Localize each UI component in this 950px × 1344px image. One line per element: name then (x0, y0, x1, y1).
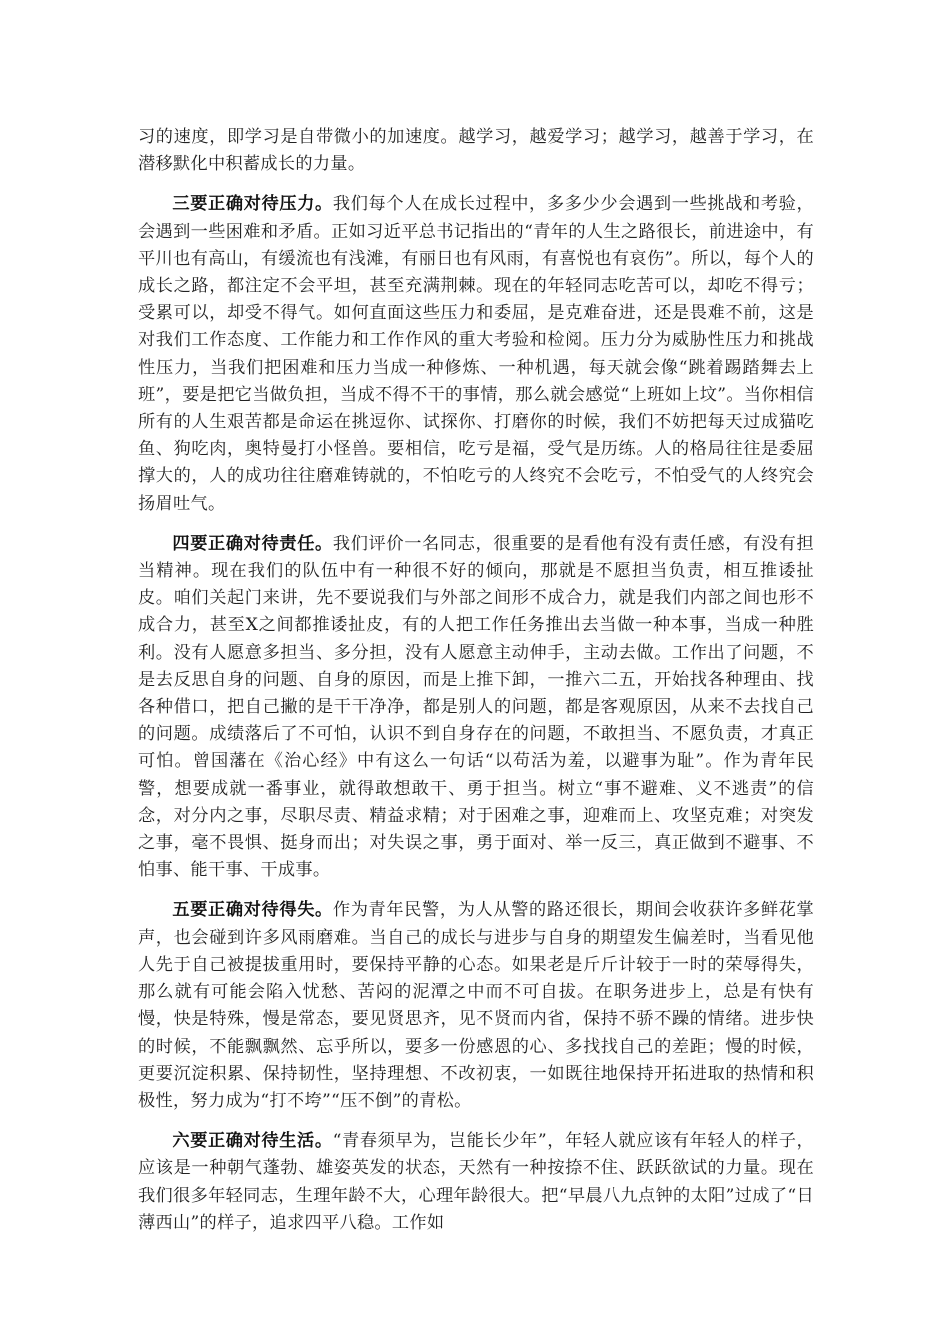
paragraph-body: 习的速度，即学习是自带微小的加速度。越学习，越爱学习；越学习，越善于学习，在潜移默化中积蓄成长的力量。 (138, 127, 814, 175)
paragraph-body: “青春须早为，岂能长少年”，年轻人就应该有年轻人的样子，应该是一种朝气蓬勃、雄姿英发的状态，天然有一种按捺不住、跃跃欲试的力量。现在我们很多年轻同志，生理年龄不大，心理年龄很大。把“早晨八九点钟的太阳”过成了“日薄西山”的样子，追求四平八稳。工作如 (138, 1131, 814, 1233)
paragraph-heading: 五要正确对待得失。 (172, 900, 333, 921)
paragraph-gains-losses (138, 897, 814, 1115)
paragraph-body: 我们每个人在成长过程中，多多少少会遇到一些挑战和考验，会遇到一些困难和矛盾。正如习近平总书记指出的“青年的人生之路很长，前进途中，有平川也有高山，有缓流也有浅滩，有丽日也有风雨，有喜悦也有哀伤”。所以，每个人的成长之路，都注定不会平坦，甚至充满荆棘。现在的年轻同志吃苦可以，却吃不得亏；受累可以，却受不得气。如何直面这些压力和委屈，是克难奋进，还是畏难不前，这是对我们工作态度、工作能力和工作作风的重大考验和检阅。压力分为威胁性压力和挑战性压力，当我们把困难和压力当成一种修炼、一种机遇，每天就会像“跳着踢踏舞去上班”，要是把它当做负担，当成不得不干的事情，那么就会感觉“上班如上坟”。当你相信所有的人生艰苦都是命运在挑逗你、试探你、打磨你的时候，我们不妨把每天过成猫吃鱼、狗吃肉，奥特曼打小怪兽。要相信，吃亏是福，受气是历练。人的格局往往是委屈撑大的，人的成功往往磨难铸就的，不怕吃亏的人终究不会吃亏，不怕受气的人终究会扬眉吐气。 (138, 194, 815, 514)
paragraph-pressure (138, 191, 814, 517)
paragraph-responsibility (138, 531, 814, 885)
paragraph-heading: 六要正确对待生活。 (172, 1131, 333, 1152)
paragraph-heading: 三要正确对待压力。 (172, 194, 333, 215)
paragraph-heading: 四要正确对待责任。 (172, 533, 333, 554)
paragraph-life (138, 1128, 814, 1237)
document-page (138, 124, 814, 1250)
paragraph-continuation (138, 124, 814, 178)
paragraph-body: 作为青年民警，为人从警的路还很长，期间会收获许多鲜花掌声，也会碰到许多风雨磨难。当自己的成长与进步与自身的期望发生偏差时，当看见他人先于自己被提拔重用时，要保持平静的心态。如果老是斤斤计较于一时的荣辱得失，那么就有可能会陷入忧愁、苦闷的泥潭之中而不可自拔。在职务进步上，总是有快有慢，快是特殊，慢是常态，要见贤思齐，见不贤而内省，保持不骄不躁的情绪。进步快的时候，不能飘飘然、忘乎所以，要多一份感恩的心、多找找自己的差距；慢的时候，更要沉淀积累、保持韧性，坚持理想、不改初衷，一如既往地保持开拓进取的热情和积极性，努力成为“打不垮”“压不倒”的青松。 (138, 900, 815, 1111)
paragraph-body: 我们评价一名同志，很重要的是看他有没有责任感，有没有担当精神。现在我们的队伍中有一种很不好的倾向，那就是不愿担当负责，相互推诿扯皮。咱们关起门来讲，先不要说我们与外部之间形不成合力，就是我们内部之间也形不成合力，甚至X之间都推诿扯皮，有的人把工作任务推出去当做一种本事，当成一种胜利。没有人愿意多担当、多分担，没有人愿意主动伸手，主动去做。工作出了问题，不是去反思自身的问题、自身的原因，而是上推下卸，一推六二五，开始找各种理由、找各种借口，把自己撇的是干干净净，都是别人的问题，都是客观原因，从来不去找自己的问题。成绩落后了不可怕，认识不到自身存在的问题，不敢担当、不愿负责，才真正可怕。曾国藩在《治心经》中有这么一句话“以苟活为羞，以避事为耻”。作为青年民警，想要成就一番事业，就得敢想敢干、勇于担当。树立“事不避难、义不逃责”的信念，对分内之事，尽职尽责、精益求精；对于困难之事，迎难而上、攻坚克难；对突发之事，毫不畏惧、挺身而出；对失误之事，勇于面对、举一反三，真正做到不避事、不怕事、能干事、干成事。 (138, 533, 815, 881)
